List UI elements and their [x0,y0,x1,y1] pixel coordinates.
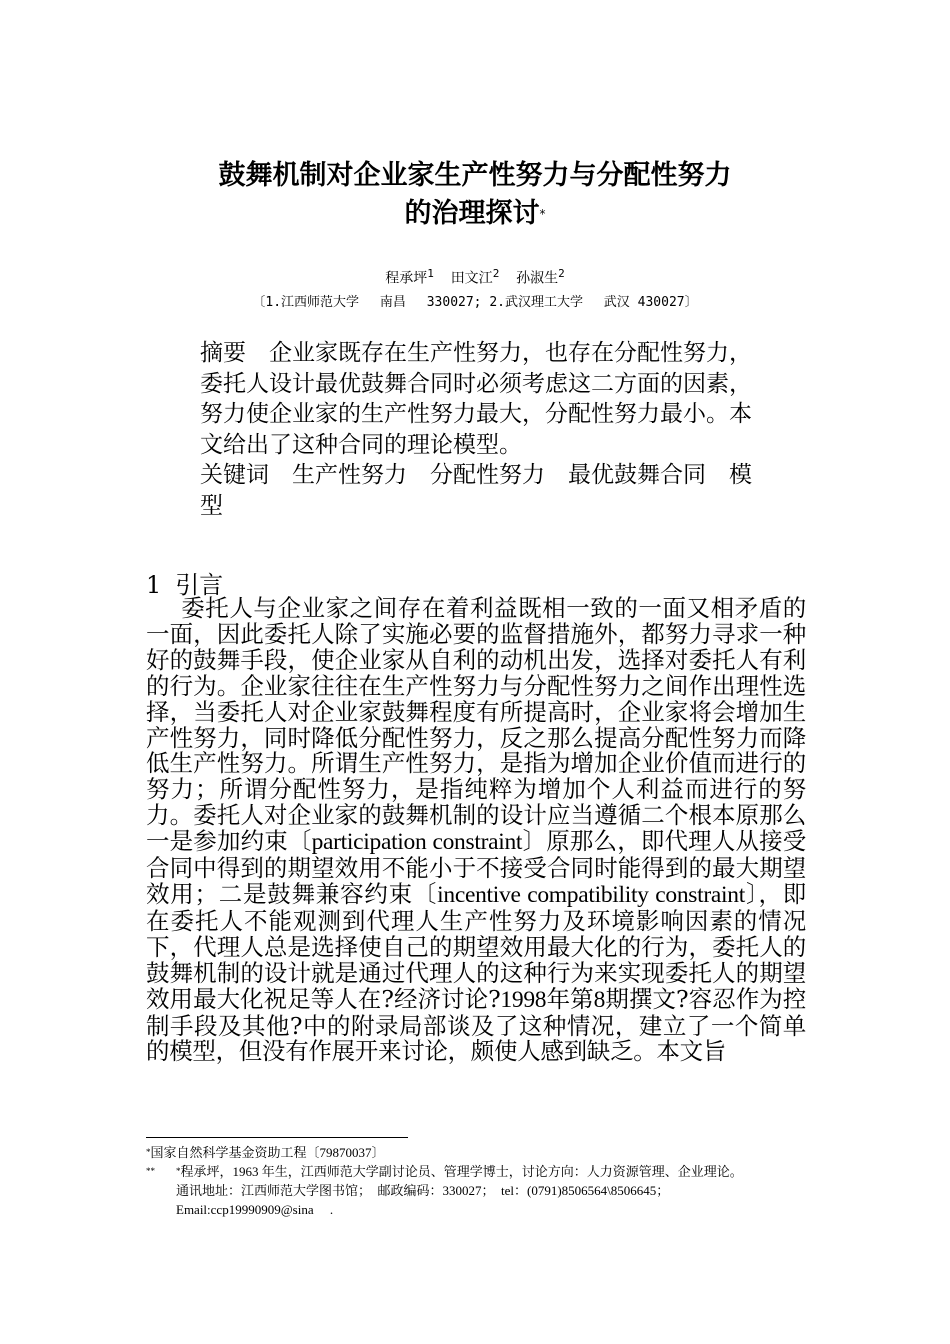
footnote-2-line-3: Email:ccp19990909@sina . [176,1202,334,1217]
footnote-1-mark: * [146,1147,151,1157]
body-text-part-5: 期撰文?容忍作为控制手段及其他?中的附录局部谈及了这种情况，建立了一个简单的模型，但没有作展开来讨论，颇使人感到缺乏。本文旨 [146,984,806,1066]
keywords-label: 关键词 [200,462,269,488]
footnote-funding [146,1143,826,1162]
body-text-part-1: 委托人与企业家之间存在着利益既相一致的一面又相矛盾的一面，因此委托人除了实施必要的监督措施外，都努力寻求一种好的鼓舞手段，使企业家从自利的动机出发，选择对委托人有利的行为。企业家往往在生产性努力与分配性努力之间作出理性选择，当委托人对企业家鼓舞程度有所提高时，企业家将会增加生产性努力，同时降低分配性努力，反之那么提高分配性努力而降低生产性努力。所谓生产性努力，是指为增加企业价值而进行的努力；所谓分配性努力，是指纯粹为增加个人利益而进行的努力。委托人对企业家的鼓舞机制的设计应当遵循二个根本原那么一是参加约束〔 [146,594,806,856]
title-footnote-mark: * [539,207,546,221]
body-text [146,596,806,1065]
author-1-name: 程承坪 [385,270,428,287]
body-text-part-4: 年第 [546,984,594,1013]
paper-title-line-2 [0,196,950,232]
term-participation-constraint: participation constraint [311,829,523,856]
footnote-2-mark: ** [146,1166,155,1176]
footnote-2-line-1-text: 程承坪，1963 年生，江西师范大学副讨论员、管理学博士，讨论方向：人力资源管理、企业理论。 [180,1164,743,1179]
paper-title-line-1: 鼓舞机制对企业家生产性努力与分配性努力 [218,160,732,191]
section-number: 1 [146,571,162,599]
author-1-affil-mark: 1 [427,267,434,280]
body-paragraph [146,596,806,1065]
abstract-label: 摘要 [200,340,246,366]
footnote-2-line-1 [176,1162,826,1181]
citation-issue: 8 [593,986,606,1013]
footnote-author-bio [146,1162,826,1219]
citation-year: 1998 [500,986,547,1013]
author-list [0,262,950,291]
footnote-1-text: 国家自然科学基金资助工程〔79870037〕 [150,1145,385,1160]
abstract-text: 企业家既存在生产性努力，也存在分配性努力，委托人设计最优鼓舞合同时必须考虑这二方面的因素，努力使企业家的生产性努力最大，分配性努力最小。本文给出了这种合同的理论模型。 [200,340,752,458]
author-3-name: 孙淑生 [516,270,559,287]
footnote-2-inner-mark: * [176,1166,181,1176]
author-2-affil-mark: 2 [492,267,500,280]
body-text-part-3: 〕，即在委托人不能观测到代理人生产性努力及环境影响因素的情况下，代理人总是选择使自己的期望效用最大化的行为，委托人的鼓舞机制的设计就是通过代理人的这种行为来实现委托人的期望效用最大化祝足等人在?经济讨论? [146,879,806,1013]
abstract-paragraph [200,338,752,460]
affiliations: 〔1.江西师范大学 南昌 330027; 2.武汉理工大学 武汉 430027〕 [252,295,698,310]
body-text-part-2: 〕原那么，即代理人从接受合同中得到的期望效用不能小于不接受合同时能得到的最大期望效用；二是鼓舞兼容约束〔 [146,827,806,908]
keywords-paragraph [200,460,752,521]
abstract-block [200,338,752,521]
paper-title-line-2-text: 的治理探讨 [404,198,540,229]
footnote-2-line-2: 通讯地址：江西师范大学图书馆； 邮政编码：330027； tel：(0791)8506564\8506645； [176,1183,670,1198]
section-title: 引言 [175,571,224,599]
keywords-text: 生产性努力 分配性努力 最优鼓舞合同 模型 [200,462,752,519]
term-incentive-compatibility: incentive compatibility constraint [437,881,745,908]
footnotes [146,1143,826,1219]
author-2-name: 田文江 [450,270,493,287]
footnote-divider [146,1137,408,1138]
author-3-affil-mark: 2 [558,267,565,280]
